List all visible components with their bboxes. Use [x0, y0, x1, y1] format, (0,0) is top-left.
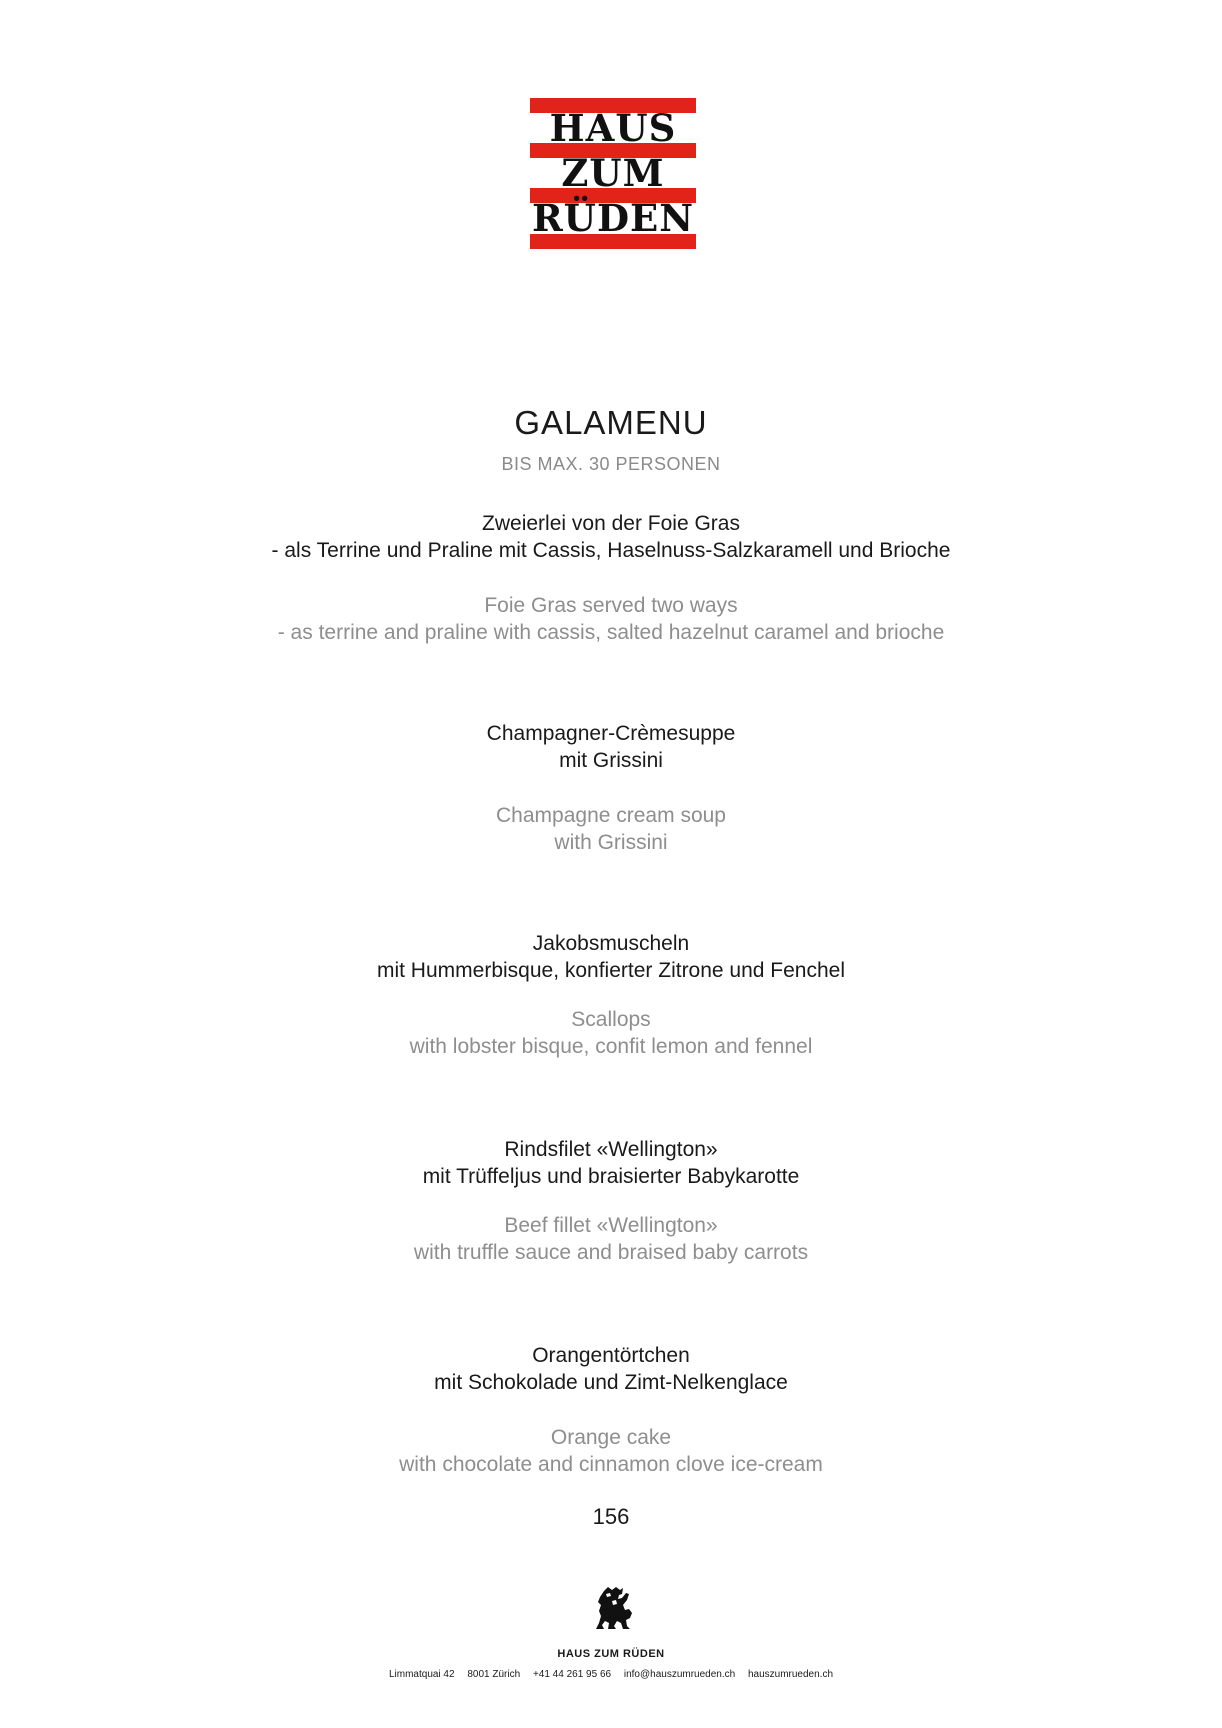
course-2-english [0, 802, 1222, 856]
logo-word-haus: HAUS [549, 106, 677, 150]
course-4-en-line-2: with truffle sauce and braised baby carrots [413, 1241, 809, 1264]
course-1-de-line-2: - als Terrine und Praline mit Cassis, Haselnuss-Salzkaramell und Brioche [271, 539, 951, 562]
course-1-en-line-1: Foie Gras served two ways [484, 594, 738, 617]
footer-street: Limmatquai 42 [388, 1669, 455, 1680]
course-3-english [0, 1006, 1222, 1060]
footer-website[interactable]: hauszumrueden.ch [747, 1669, 834, 1680]
course-5-de-line-1: Orangentörtchen [532, 1344, 690, 1367]
lion-icon [592, 1585, 636, 1631]
course-4-de-line-1: Rindsfilet «Wellington» [504, 1138, 718, 1161]
logo-word-rueden: RÜDEN [531, 196, 695, 240]
course-1-english [0, 592, 1222, 646]
course-2-en-line-1: Champagne cream soup [496, 804, 726, 827]
course-5-de-line-2: mit Schokolade und Zimt-Nelkenglace [434, 1371, 788, 1394]
course-2-de-line-1: Champagner-Crèmesuppe [486, 722, 736, 745]
menu-subtitle: BIS MAX. 30 PERSONEN [501, 454, 721, 474]
course-2-en-line-2: with Grissini [554, 831, 668, 854]
course-3-de-line-2: mit Hummerbisque, konfierter Zitrone und Fenchel [376, 959, 846, 982]
course-1 [0, 510, 1222, 564]
course-4 [0, 1136, 1222, 1190]
footer-phone[interactable]: +41 44 261 95 66 [532, 1669, 612, 1680]
logo-word-zum: ZUM [561, 151, 665, 195]
course-3 [0, 930, 1222, 984]
course-4-english [0, 1212, 1222, 1266]
footer-city: 8001 Zürich [467, 1669, 521, 1680]
course-5-en-line-2: with chocolate and cinnamon clove ice-cream [399, 1453, 823, 1476]
course-4-de-line-2: mit Trüffeljus und braisierter Babykarotte [422, 1165, 800, 1188]
course-4-en-line-1: Beef fillet «Wellington» [504, 1214, 718, 1237]
course-3-en-line-1: Scallops [571, 1008, 651, 1031]
haus-zum-rueden-logo [530, 98, 696, 249]
menu-title: GALAMENU [514, 404, 708, 441]
menu-price: 156 [592, 1504, 630, 1529]
course-5-english [0, 1424, 1222, 1478]
course-2 [0, 720, 1222, 774]
course-3-de-line-1: Jakobsmuscheln [532, 932, 690, 955]
course-1-en-line-2: - as terrine and praline with cassis, salted hazelnut caramel and brioche [277, 621, 945, 644]
course-1-de-line-1: Zweierlei von der Foie Gras [482, 512, 740, 535]
course-2-de-line-2: mit Grissini [559, 749, 663, 772]
course-3-en-line-2: with lobster bisque, confit lemon and fennel [409, 1035, 813, 1058]
footer-email[interactable]: info@hauszumrueden.ch [623, 1669, 736, 1680]
course-5 [0, 1342, 1222, 1396]
footer-restaurant-name: HAUS ZUM RÜDEN [557, 1648, 665, 1660]
footer-address [0, 1669, 1222, 1680]
course-5-en-line-1: Orange cake [550, 1426, 672, 1449]
